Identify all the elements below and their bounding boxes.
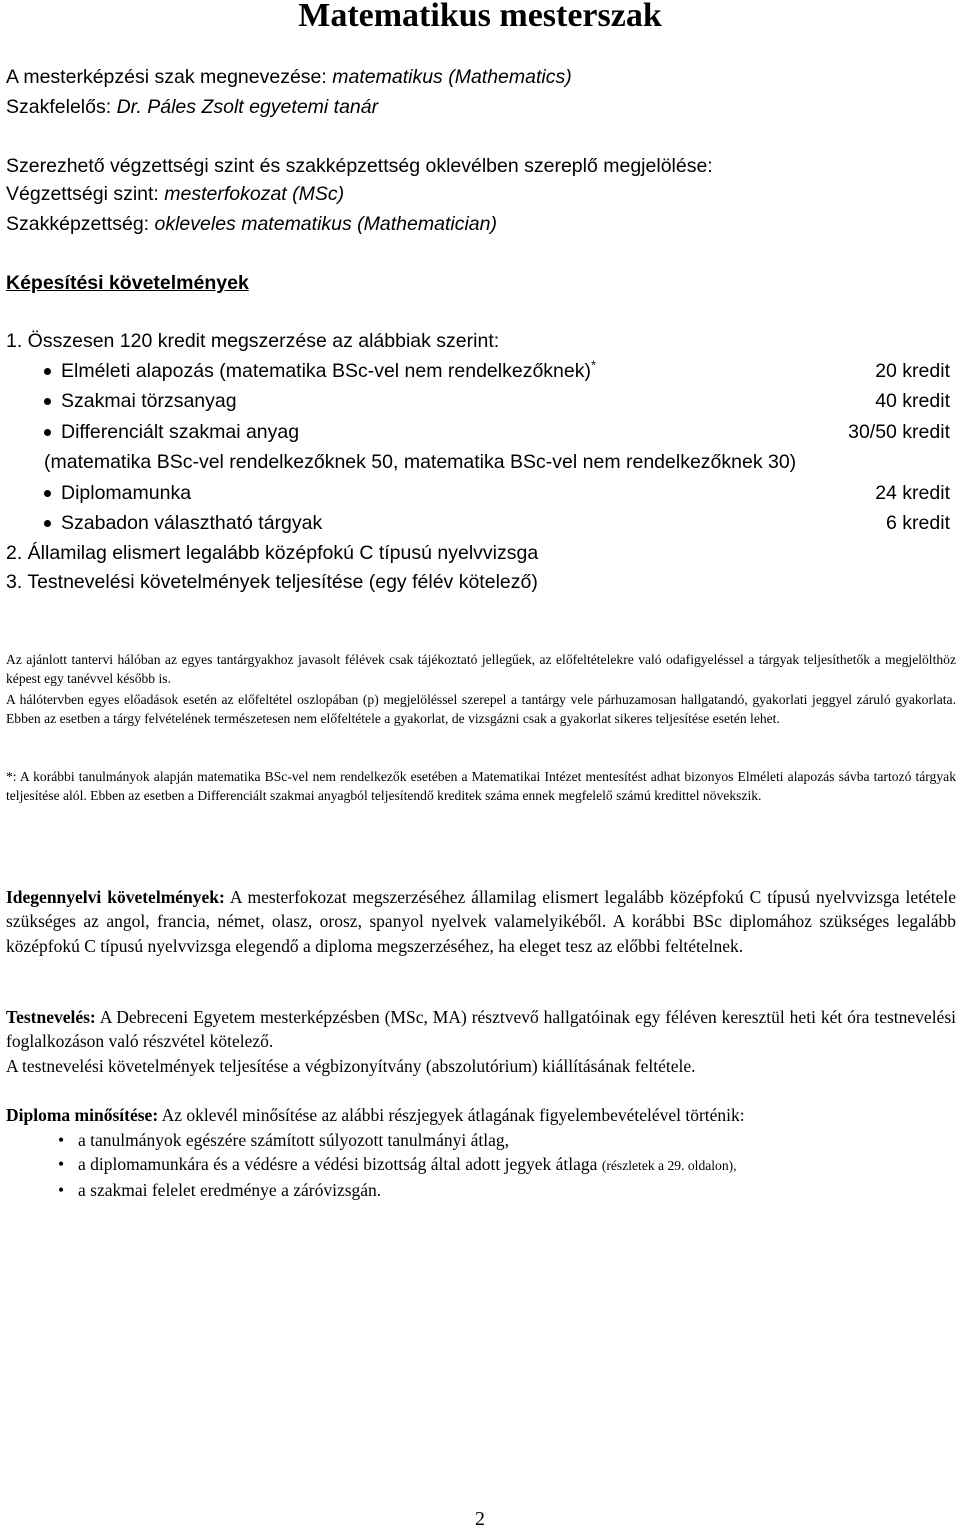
diploma-label: Diploma minősítése:: [6, 1105, 159, 1125]
responsible-value: Dr. Páles Zsolt egyetemi tanár: [116, 96, 379, 118]
bullet-icon: [44, 429, 51, 436]
credit-row-amount: 20 kredit: [875, 360, 950, 382]
diploma-grading: [6, 1103, 956, 1127]
credit-row: [6, 358, 950, 388]
page-number: 2: [475, 1508, 485, 1530]
footnote-paragraph: *: A korábbi tanulmányok alapján matematika BSc-vel nem rendelkezők esetében a Matematikai Intézet mentesítést adhat bizonyos Elméleti alapozás sávba tartozó tárgyak teljesítése alól. Ebben az esetben a Differenciált szakmai anyagból teljesítendő kreditek száma ennek megfelelő számú kredittel növekszik.: [6, 769, 956, 804]
credit-row-label: Szakmai törzsanyag: [61, 390, 237, 412]
qualification-line: [6, 211, 497, 237]
credit-row-label: Elméleti alapozás (matematika BSc-vel nem rendelkezőknek): [61, 360, 591, 382]
requirement-item-1: 1. Összesen 120 kredit megszerzése az alábbiak szerint:: [6, 330, 500, 352]
list-item-text: a diplomamunkára és a védésre a védési bizottság által adott jegyek átlaga: [78, 1154, 602, 1174]
diploma-bullet-list: [58, 1128, 737, 1202]
degree-intro: Szerezhető végzettségi szint és szakképzettség oklevélben szereplő megjelölése:: [6, 155, 713, 177]
bullet-icon: [44, 368, 51, 375]
note-paragraph: Az ajánlott tantervi hálóban az egyes tantárgyakhoz javasolt félévek csak tájékoztató jellegűek, az előfeltételekre való odafigyeléssel a tárgyak teljesíthetők a megjelölthöz képest egy tanévvel később is.: [6, 652, 956, 687]
credit-row-label: Differenciált szakmai anyag: [61, 421, 300, 443]
bullet-icon: [44, 520, 51, 527]
credit-note: (matematika BSc-vel rendelkezőknek 50, matematika BSc-vel nem rendelkezőknek 30): [44, 451, 797, 473]
language-requirements: [6, 885, 956, 958]
language-text: A mesterfokozat megszerzéséhez államilag elismert legalább középfokú C típusú nyelvvizsga letétele szükséges az angol, francia, német, olasz, orosz, spanyol nyelvek valamelyikéből. A korábbi BSc diplomához szükséges legalább középfokú C típusú nyelvvizsga elegendő a diploma megszerzéséhez, ha eleget tesz az előbbi feltételnek.: [6, 887, 956, 956]
requirements-heading: Képesítési követelmények: [6, 272, 249, 294]
list-item: • a tanulmányok egészére számított súlyozott tanulmányi átlag,: [58, 1128, 737, 1152]
physical-education: [6, 1005, 956, 1078]
program-responsible-line: [6, 94, 378, 120]
pe-text: A Debreceni Egyetem mesterképzésben (MSc, MA) résztvevő hallgatóinak egy féléven keresztül heti két óra testnevelési foglalkozáson való részvétel kötelező.: [6, 1007, 956, 1052]
credit-row-label: Diplomamunka: [61, 482, 192, 504]
program-name-value: matematikus (Mathematics): [332, 66, 572, 88]
credit-row-amount: 6 kredit: [886, 512, 950, 534]
qualification-label: Szakképzettség:: [6, 213, 155, 235]
responsible-label: Szakfelelős:: [6, 96, 117, 118]
credit-row: [6, 510, 950, 540]
degree-level-value: mesterfokozat (MSc): [164, 183, 345, 205]
credit-row-amount: 40 kredit: [875, 390, 950, 412]
credit-row: [6, 419, 950, 449]
bullet-icon: [44, 398, 51, 405]
credit-row: [6, 480, 950, 510]
bullet-icon: [44, 490, 51, 497]
requirement-item-2: 2. Államilag elismert legalább középfokú C típusú nyelvvizsga: [6, 542, 539, 564]
list-item-note: (részletek a 29. oldalon),: [601, 1158, 737, 1173]
page-title: Matematikus mesterszak: [298, 0, 662, 34]
credit-row-amount: 30/50 kredit: [848, 421, 950, 443]
credit-row-label: Szabadon választható tárgyak: [61, 512, 323, 534]
diploma-text: Az oklevél minősítése az alábbi részjegyek átlagának figyelembevételével történik:: [158, 1105, 745, 1125]
credit-row-amount: 24 kredit: [875, 482, 950, 504]
requirements-list: [6, 328, 950, 598]
degree-level-line: [6, 181, 344, 207]
language-label: Idegennyelvi követelmények:: [6, 887, 225, 907]
list-item: • a szakmai felelet eredménye a záróvizsgán.: [58, 1178, 737, 1202]
degree-level-label: Végzettségi szint:: [6, 183, 165, 205]
list-item: [58, 1152, 737, 1178]
pe-text-2: A testnevelési követelmények teljesítése a végbizonyítvány (abszolutórium) kiállításának feltétele.: [6, 1055, 696, 1076]
note-paragraph: A hálótervben egyes előadások esetén az előfeltétel oszlopában (p) megjelöléssel szerepel a tantárgy vele párhuzamosan hallgatandó, gyakorlati jeggyel záruló gyakorlata. Ebben az esetben a tárgy felvételének természetesen nem előfeltétele a gyakorlat, de vizsgázni csak a gyakorlat sikeres teljesítése esetén lehet.: [6, 692, 956, 727]
requirement-item-3: 3. Testnevelési követelmények teljesítése (egy félév kötelező): [6, 571, 538, 593]
qualification-value: okleveles matematikus (Mathematician): [154, 213, 497, 235]
program-name-label: A mesterképzési szak megnevezése:: [6, 66, 333, 88]
credit-row: [6, 388, 950, 418]
footnote-mark: *: [590, 357, 597, 373]
program-name-line: [6, 64, 572, 90]
pe-label: Testnevelés:: [6, 1007, 96, 1027]
